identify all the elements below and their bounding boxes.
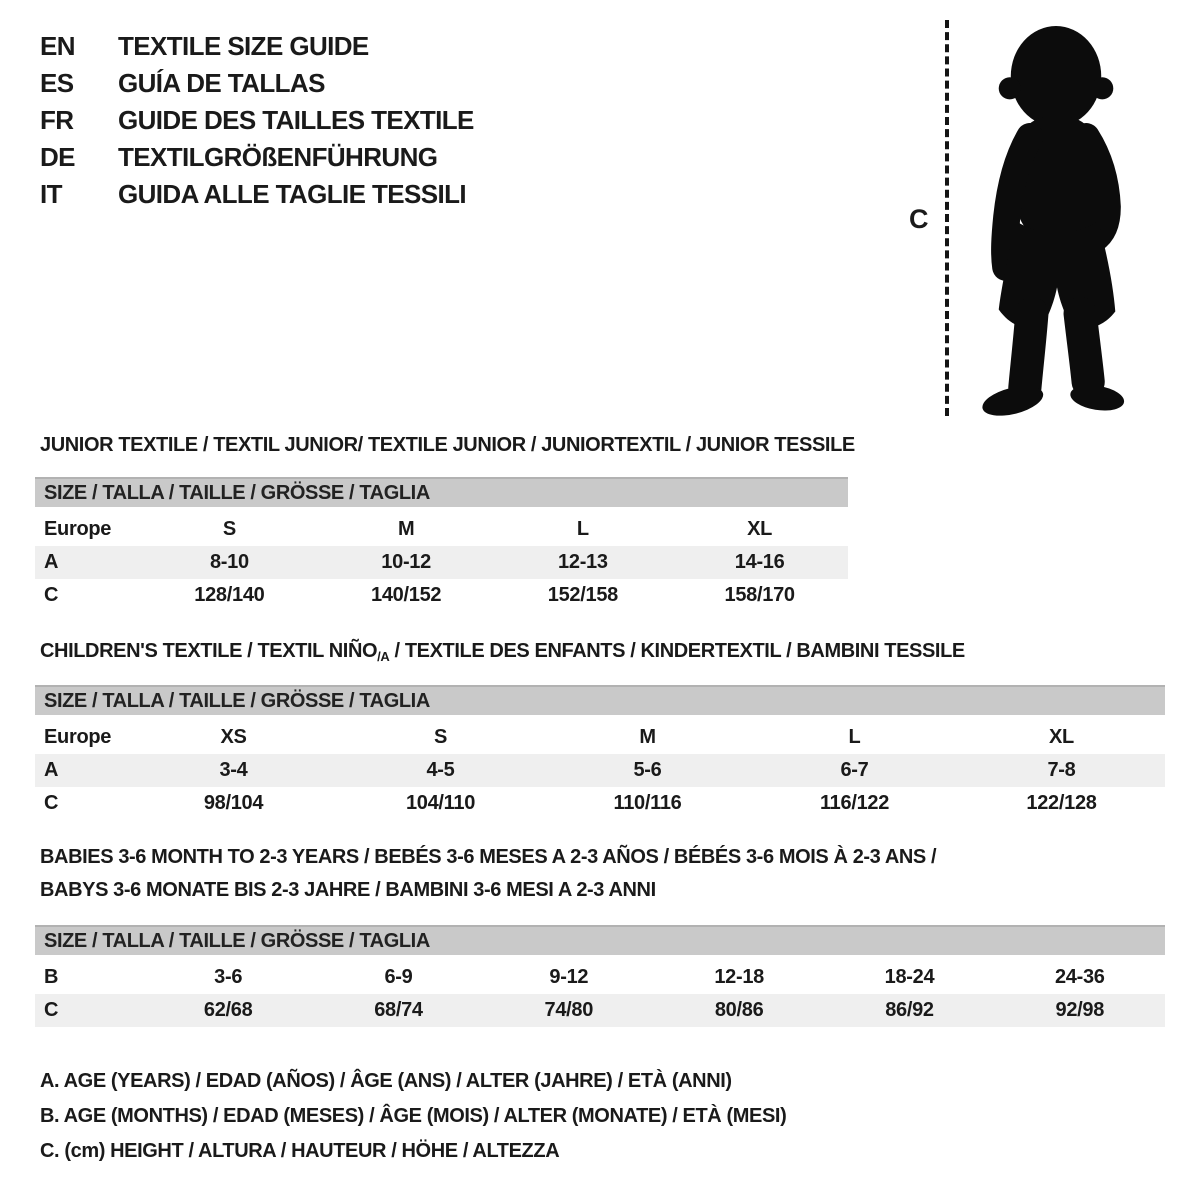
junior-row-age: [35, 546, 848, 579]
value-cell: 14-16: [734, 551, 785, 573]
lang-row-it: [40, 176, 474, 213]
value-cell: 6-9: [384, 966, 413, 988]
size-col: XL: [1049, 726, 1074, 748]
value-cell: 116/122: [819, 792, 890, 814]
junior-size-header-bar: SIZE / TALLA / TAILLE / GRÖSSE / TAGLIA: [35, 477, 848, 507]
size-col: L: [848, 726, 861, 748]
lang-code: FR: [40, 105, 74, 135]
height-dashed-line: [945, 20, 949, 416]
size-col: XS: [220, 726, 247, 748]
value-cell: 12-18: [714, 966, 764, 988]
value-cell: 62/68: [203, 999, 253, 1021]
value-cell: 86/92: [885, 999, 934, 1021]
legend-line-c: C. (cm) HEIGHT / ALTURA / HAUTEUR / HÖHE / ALTEZZA: [40, 1140, 560, 1162]
lang-code: EN: [40, 31, 75, 61]
value-cell: 128/140: [194, 584, 265, 606]
height-figure: [903, 12, 1165, 426]
value-cell: 9-12: [549, 966, 589, 988]
value-cell: 158/170: [724, 584, 795, 606]
value-cell: 104/110: [405, 792, 476, 814]
value-cell: 74/80: [544, 999, 594, 1021]
row-label: C: [44, 999, 59, 1021]
babies-size-header-bar: SIZE / TALLA / TAILLE / GRÖSSE / TAGLIA: [35, 925, 1165, 955]
value-cell: 6-7: [840, 759, 869, 781]
value-cell: 68/74: [374, 999, 423, 1021]
babies-section-title: [40, 841, 936, 907]
legend-line-a: A. AGE (YEARS) / EDAD (AÑOS) / ÂGE (ANS) / ALTER (JAHRE) / ETÀ (ANNI): [40, 1070, 732, 1092]
lang-code: IT: [40, 179, 62, 209]
value-cell: 140/152: [371, 584, 442, 606]
row-label: B: [44, 966, 59, 988]
lang-code: ES: [40, 68, 74, 98]
lang-row-es: [40, 65, 474, 102]
value-cell: 8-10: [209, 551, 249, 573]
value-cell: 152/158: [547, 584, 618, 606]
children-title-sub: /A: [377, 649, 390, 664]
region-label: Europe: [44, 518, 112, 540]
babies-row-months: [35, 961, 1165, 994]
value-cell: 12-13: [558, 551, 608, 573]
lang-label: GUIDE DES TAILLES TEXTILE: [118, 105, 474, 135]
value-cell: 24-36: [1054, 966, 1105, 988]
value-cell: 3-6: [214, 966, 243, 988]
value-cell: 122/128: [1026, 792, 1097, 814]
babies-row-height: [35, 994, 1165, 1027]
children-title-part1: CHILDREN'S TEXTILE / TEXTIL NIÑO: [40, 640, 378, 662]
lang-code: DE: [40, 142, 75, 172]
babies-title-line2: BABYS 3-6 MONATE BIS 2-3 JAHRE / BAMBINI 3-6 MESI A 2-3 ANNI: [40, 879, 656, 901]
region-label: Europe: [44, 726, 112, 748]
row-label: C: [44, 792, 59, 814]
children-size-table: [35, 685, 1165, 820]
value-cell: 18-24: [884, 966, 935, 988]
row-label: C: [44, 584, 59, 606]
value-cell: 98/104: [203, 792, 264, 814]
junior-row-height: [35, 579, 848, 612]
value-cell: 7-8: [1047, 759, 1076, 781]
lang-label: TEXTILE SIZE GUIDE: [118, 31, 369, 61]
size-col: M: [397, 518, 415, 540]
measurement-legend: [40, 1064, 786, 1169]
children-section-title: [40, 640, 965, 664]
lang-label: TEXTILGRÖßENFÜHRUNG: [118, 142, 438, 172]
value-cell: 10-12: [381, 551, 431, 573]
value-cell: 5-6: [633, 759, 662, 781]
value-cell: 110/116: [613, 792, 682, 814]
row-label: A: [44, 551, 59, 573]
size-col: S: [433, 726, 448, 748]
lang-label: GUÍA DE TALLAS: [118, 68, 325, 98]
row-label: A: [44, 759, 59, 781]
children-title-part2: / TEXTILE DES ENFANTS / KINDERTEXTIL / BAMBINI TESSILE: [389, 640, 965, 662]
children-row-height: [35, 787, 1165, 820]
size-col: M: [639, 726, 656, 748]
size-col: L: [576, 518, 589, 540]
children-row-age: [35, 754, 1165, 787]
language-title-list: [40, 28, 474, 213]
junior-section-title: JUNIOR TEXTILE / TEXTIL JUNIOR/ TEXTILE JUNIOR / JUNIORTEXTIL / JUNIOR TESSILE: [40, 434, 855, 456]
lang-row-en: [40, 28, 474, 65]
value-cell: 4-5: [426, 759, 455, 781]
value-cell: 80/86: [714, 999, 764, 1021]
lang-row-fr: [40, 102, 474, 139]
figure-height-label: C: [909, 204, 929, 234]
lang-label: GUIDA ALLE TAGLIE TESSILI: [118, 179, 467, 209]
babies-size-table: [35, 925, 1165, 1027]
toddler-silhouette-icon: [965, 20, 1143, 420]
babies-title-line1: BABIES 3-6 MONTH TO 2-3 YEARS / BEBÉS 3-6 MESES A 2-3 AÑOS / BÉBÉS 3-6 MOIS À 2-3 ANS /: [40, 846, 937, 868]
junior-size-table: [35, 477, 848, 612]
value-cell: 3-4: [219, 759, 248, 781]
children-columns-row: [35, 721, 1165, 754]
legend-line-b: B. AGE (MONTHS) / EDAD (MESES) / ÂGE (MOIS) / ALTER (MONATE) / ETÀ (MESI): [40, 1105, 787, 1127]
size-col: XL: [747, 518, 773, 540]
size-col: S: [222, 518, 236, 540]
value-cell: 92/98: [1055, 999, 1105, 1021]
lang-row-de: [40, 139, 474, 176]
junior-columns-row: [35, 513, 848, 546]
children-size-header-bar: SIZE / TALLA / TAILLE / GRÖSSE / TAGLIA: [35, 685, 1165, 715]
